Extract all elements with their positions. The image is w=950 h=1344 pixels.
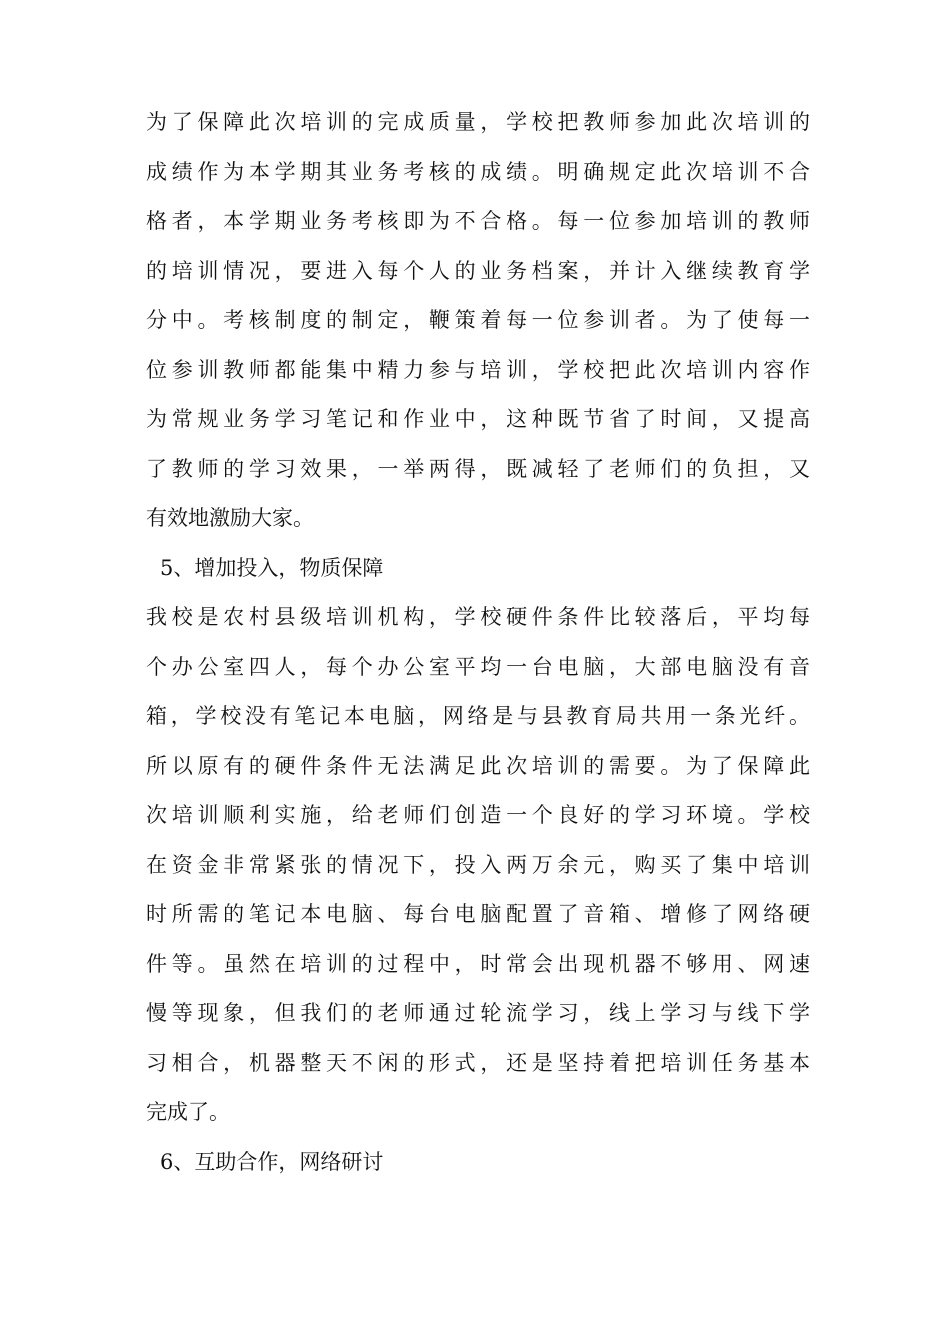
text-line: 时所需的笔记本电脑、每台电脑配置了音箱、增修了网络硬 <box>146 902 810 926</box>
text-line: 在资金非常紧张的情况下，投入两万余元，购买了集中培训 <box>146 852 810 877</box>
text-line: 为了保障此次培训的完成质量，学校把教师参加此次培训的 <box>146 110 810 134</box>
paragraph-investment <box>146 593 810 1138</box>
text-line: 分中。考核制度的制定，鞭策着每一位参训者。为了使每一 <box>146 308 810 332</box>
text-line: 有效地激励大家。 <box>146 506 314 530</box>
section-heading-5: 5、增加投入，物质保障 <box>160 555 384 580</box>
section-heading-6: 6、互助合作，网络研讨 <box>160 1149 384 1174</box>
text-line: 格者，本学期业务考核即为不合格。每一位参加培训的教师 <box>146 209 810 233</box>
text-line: 完成了。 <box>146 1100 230 1124</box>
text-line: 慢等现象，但我们的老师通过轮流学习，线上学习与线下学 <box>146 1001 810 1025</box>
text-line: 件等。虽然在培训的过程中，时常会出现机器不够用、网速 <box>146 951 810 976</box>
paragraph-training-quality <box>146 98 810 544</box>
text-line: 的培训情况，要进入每个人的业务档案，并计入继续教育学 <box>146 258 810 283</box>
text-line: 次培训顺利实施，给老师们创造一个良好的学习环境。学校 <box>146 803 810 827</box>
text-line: 习相合，机器整天不闲的形式，还是坚持着把培训任务基本 <box>146 1050 810 1075</box>
text-line: 个办公室四人，每个办公室平均一台电脑，大部电脑没有音 <box>146 654 810 679</box>
text-line: 所以原有的硬件条件无法满足此次培训的需要。为了保障此 <box>146 753 810 778</box>
text-line: 成绩作为本学期其业务考核的成绩。明确规定此次培训不合 <box>146 159 810 184</box>
text-line: 箱，学校没有笔记本电脑，网络是与县教育局共用一条光纤。 <box>146 704 810 728</box>
document-body <box>146 98 810 1187</box>
text-line: 为常规业务学习笔记和作业中，这种既节省了时间，又提高 <box>146 407 810 431</box>
text-line: 位参训教师都能集中精力参与培训，学校把此次培训内容作 <box>146 357 810 382</box>
text-line: 了教师的学习效果，一举两得，既减轻了老师们的负担，又 <box>146 456 810 481</box>
text-line: 我校是农村县级培训机构，学校硬件条件比较落后，平均每 <box>146 605 810 629</box>
